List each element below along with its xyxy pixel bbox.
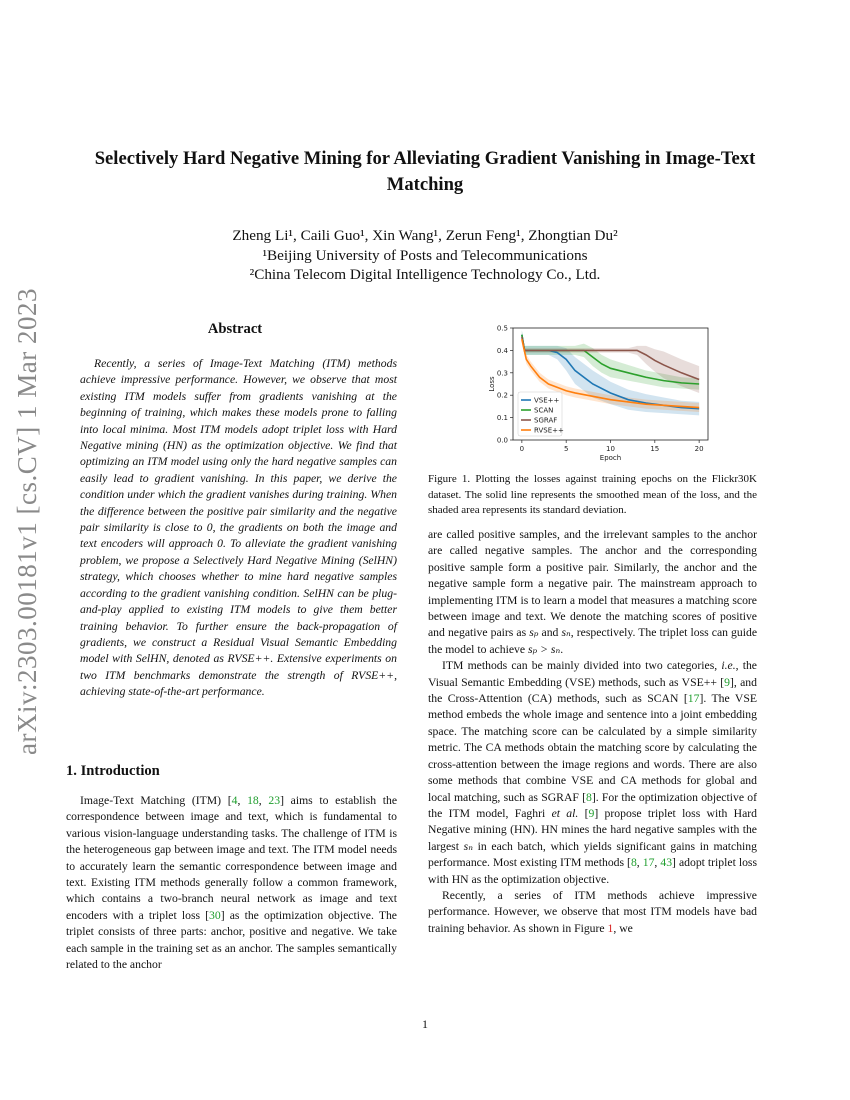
citation-link[interactable]: 30: [209, 908, 221, 922]
x-tick-label: 15: [650, 445, 660, 453]
intro-text: ] as the optimization objective. The triplet consists of three parts: anchor, positive and negative. We take each sample in the training set as an anchor. The samples semantically related to the anchor: [66, 908, 397, 972]
body-text: Recently, a series of ITM methods achieve impressive performance. However, we observe that most ITM models have bad training behavior. As shown in Figure: [428, 888, 757, 935]
citation-link[interactable]: 4: [231, 794, 238, 807]
math-sn: sₙ: [561, 626, 571, 640]
right-paragraph-2: [428, 658, 757, 888]
abstract-text: [80, 356, 397, 701]
y-tick-label: 0.1: [496, 414, 508, 423]
abstract-heading: Abstract: [207, 321, 263, 337]
citation-link[interactable]: 17: [687, 692, 700, 706]
body-text: , we: [613, 921, 633, 935]
emphasis-ie: i.e.: [721, 659, 736, 673]
math-sn: sₙ: [463, 839, 473, 853]
math-inequality: sₚ > sₙ: [527, 642, 561, 656]
body-text: [: [578, 806, 589, 820]
body-text: ], and the Cross-Attention (CA) methods, such as SCAN [: [428, 675, 757, 706]
body-text: , the Visual Semantic Embedding (VSE) methods, such as VSE++ [: [428, 659, 757, 689]
citation-link[interactable]: 9: [588, 806, 595, 820]
page-number: 1: [422, 1017, 428, 1031]
x-tick-label: 5: [563, 445, 569, 453]
affiliation-1: ¹Beijing University of Posts and Telecommunications: [262, 246, 588, 264]
body-text: are called positive samples, and the irrelevant samples to the anchor are called negative samples. The anchor and the corresponding positive sample form a positive pair. Similarly, the anchor and the negative sample form a negative pair. The mainstream approach to implementing ITM is to learn a model that measures a matching score between image and text. We denote the matching scores of positive and negative pairs as: [428, 528, 757, 640]
right-column-body: [428, 527, 757, 937]
citation-link[interactable]: 23: [268, 794, 281, 807]
x-tick-label: 0: [519, 445, 525, 453]
section-heading-introduction: 1. Introduction: [66, 763, 160, 779]
body-text: ]. The VSE method embeds the whole image and sentence into a joint embedding space. The matching score can be calculated by a simple similarity metric. The CA methods obtain the matching score by calculating the cross-attention between the image regions and words. There are also some methods that combine VSE and CA methods for global and local matching, such as SGRAF [: [428, 692, 757, 804]
body-text: , respectively. The triplet loss can guide the model to achieve: [428, 626, 758, 656]
body-text: ,: [636, 856, 643, 870]
citation-link[interactable]: 9: [724, 675, 730, 689]
right-paragraph-3: [428, 888, 757, 937]
body-text: ] propose triplet loss with Hard Negative mining (HN). HN mines the hard negative samples with the largest: [428, 806, 757, 853]
arxiv-identifier: arXiv:2303.00181v1 [cs.CV] 1 Mar 2023: [12, 288, 42, 755]
affiliation-2: ²China Telecom Digital Intelligence Technology Co., Ltd.: [249, 266, 601, 283]
intro-text: ,: [237, 794, 248, 807]
legend-label: SGRAF: [534, 416, 558, 425]
body-text: in each batch, which yields significant gains in matching performance. Most existing ITM methods [: [428, 839, 757, 870]
y-tick-label: 0.3: [496, 369, 508, 378]
emphasis-etal: et al.: [551, 806, 579, 820]
body-text: ] adopt triplet loss with HN as the optimization objective.: [428, 856, 758, 886]
author-block: [80, 226, 770, 285]
math-sp: sₚ: [529, 626, 539, 640]
citation-link[interactable]: 8: [630, 856, 637, 870]
intro-text: Image-Text Matching (ITM) [: [80, 794, 232, 807]
author-list: Zheng Li¹, Caili Guo¹, Xin Wang¹, Zerun Feng¹, Zhongtian Du²: [232, 227, 618, 244]
intro-text: ] aims to establish the correspondence between image and text, which is fundamental to various vision-language understanding tasks. The challenge of ITM is the heterogeneous gap between image and text. The ITM model needs to accurately learn the semantic correspondence between image and text. Existing ITM methods generally follow a common framework, which contains a two-branch neural network as image and text encoders with a triplet loss [: [66, 794, 398, 922]
abstract-paragraph: Recently, a series of Image-Text Matching (ITM) methods achieve impressive performance. However, we observe that most existing ITM models suffer from gradients vanishing at the beginning of training, which makes these models prone to falling into local minima. Most ITM models adopt triplet loss with Hard Negative mining (HN) as the optimization objective. We find that optimizing an ITM model using only the hard negative samples can easily lead to gradient vanishing. In this paper, we derive the condition under which the gradient vanishes during training. When the difference between the positive pair similarity and the negative pair similarity is close to 0, the gradients on both the image and text encoders will approach 0. To alleviate the gradient vanishing problem, we propose a Selectively Hard Negative Mining (SelHN) strategy, which chooses whether to mine hard negative samples according to the gradient vanishing condition. SelHN can be plug-and-play applied to existing ITM models to give them better training behavior. To further ensure the back-propagation of gradients, we construct a Residual Visual Semantic Embedding model with SelHN, denoted as RVSE++. Extensive experiments on two ITM benchmarks demonstrate the strength of RVSE++, achieving state-of-the-art performance.: [80, 357, 397, 699]
paper-title: Selectively Hard Negative Mining for Alleviating Gradient Vanishing in Image-Text Matching: [94, 148, 756, 195]
x-tick-label: 10: [606, 445, 615, 453]
y-tick-label: 0.0: [496, 436, 508, 445]
figure-caption: Figure 1. Plotting the losses against training epochs on the Flickr30K dataset. The solid line represents the smoothed mean of the loss, and the shaded area represents its standard deviation.: [428, 473, 757, 516]
body-text: .: [560, 642, 564, 656]
citation-link[interactable]: 17: [642, 856, 655, 870]
citation-link[interactable]: 43: [660, 856, 673, 870]
body-text: ]. For the optimization objective of the ITM model, Faghri: [428, 790, 757, 820]
introduction-body: [66, 793, 397, 973]
legend-label: SCAN: [534, 406, 554, 415]
x-axis-label: Epoch: [599, 454, 622, 462]
citation-link[interactable]: 18: [247, 794, 259, 807]
x-tick-label: 20: [694, 445, 704, 453]
body-text: ,: [654, 856, 661, 870]
y-tick-label: 0.4: [496, 346, 508, 355]
right-paragraph-1: [428, 527, 757, 658]
figure-link[interactable]: 1: [607, 921, 614, 935]
legend-label: RVSE++: [534, 426, 564, 435]
y-tick-label: 0.2: [496, 391, 508, 400]
intro-text: ,: [258, 794, 269, 807]
legend-label: VSE++: [534, 396, 560, 405]
body-text: ITM methods can be mainly divided into two categories,: [442, 659, 722, 673]
y-axis-label: Loss: [488, 376, 496, 392]
intro-paragraph: [66, 793, 397, 973]
loss-chart: [476, 322, 716, 470]
y-tick-label: 0.5: [496, 324, 508, 333]
body-text: and: [538, 626, 562, 640]
citation-link[interactable]: 8: [586, 790, 592, 804]
